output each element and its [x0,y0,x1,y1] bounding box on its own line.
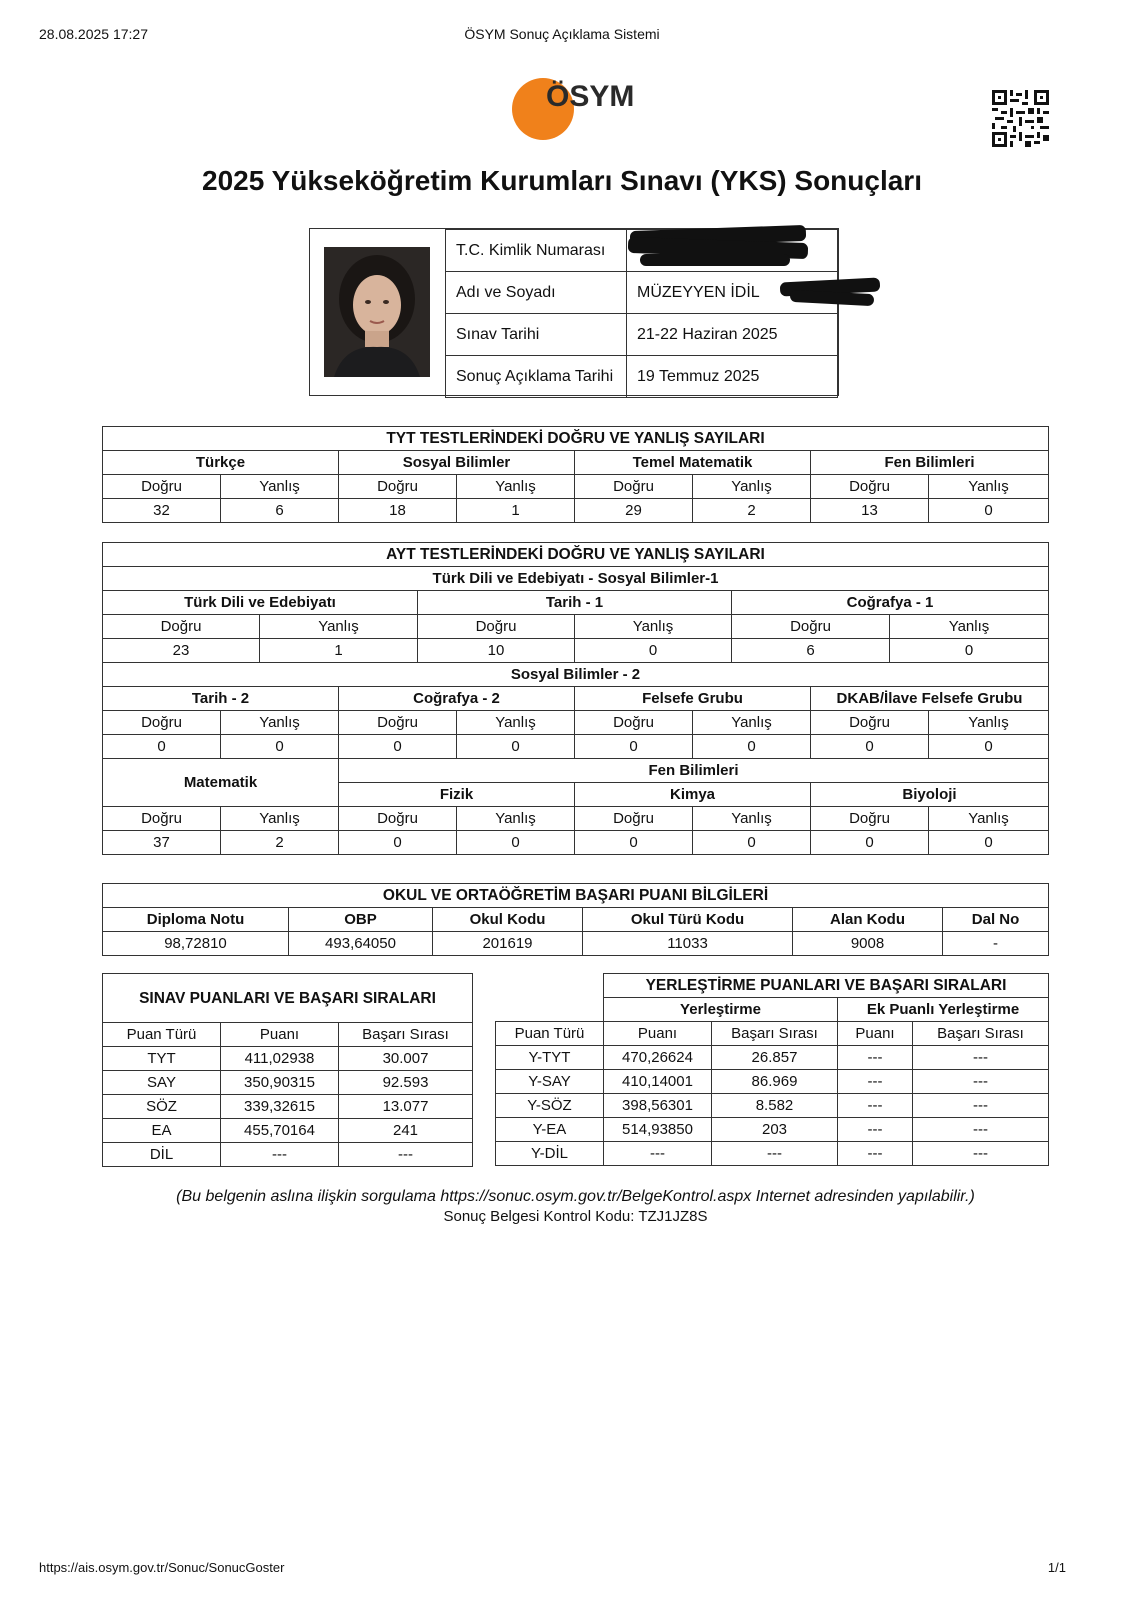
score-header: Puan Türü [496,1022,604,1046]
correct-label: Doğru [575,711,693,735]
ayt-title: AYT TESTLERİNDEKİ DOĞRU VE YANLIŞ SAYILARI [103,543,1049,567]
score-value: 398,56301 [604,1094,712,1118]
score-value: --- [604,1142,712,1166]
table-row [496,1118,1049,1142]
exam-scores-title: SINAV PUANLARI VE BAŞARI SIRALARI [103,974,473,1023]
rank-value: 13.077 [339,1095,473,1119]
score-header: Puanı [221,1023,339,1047]
correct-label: Doğru [811,475,929,499]
portrait-image [324,247,430,377]
control-code: Sonuç Belgesi Kontrol Kodu: TZJ1JZ8S [443,1208,708,1225]
extra-score-value: --- [838,1094,913,1118]
print-footer-url: https://ais.osym.gov.tr/Sonuc/SonucGoster [39,1560,285,1575]
correct-value: 0 [575,831,693,855]
school-value: 98,72810 [103,932,289,956]
school-header: Diploma Notu [103,908,289,932]
wrong-value: 1 [260,639,418,663]
rank-value: --- [712,1142,838,1166]
placement-sub: Ek Puanlı Yerleştirme [838,998,1049,1022]
ayt-subject-name: Coğrafya - 1 [732,591,1049,615]
placement-sub: Yerleştirme [604,998,838,1022]
verification-note: (Bu belgenin aslına ilişkin sorgulama https://sonuc.osym.gov.tr/BelgeKontrol.aspx Internet adresinden yapılabilir.) [176,1188,975,1205]
osym-logo [512,78,642,142]
score-value: 411,02938 [221,1047,339,1071]
score-type: Y-SAY [496,1070,604,1094]
logo-text: ÖSYM [546,80,635,113]
score-header: Puanı [838,1022,913,1046]
redaction-mark [640,254,790,266]
wrong-value: 0 [929,735,1049,759]
wrong-value: 0 [693,735,811,759]
score-value: 455,70164 [221,1119,339,1143]
correct-value: 0 [103,735,221,759]
tyt-subject-name: Temel Matematik [575,451,811,475]
wrong-value: 0 [457,735,575,759]
empty-corner [496,974,604,1022]
score-type: TYT [103,1047,221,1071]
tyt-subject-name: Sosyal Bilimler [339,451,575,475]
wrong-label: Yanlış [457,711,575,735]
table-row [496,1094,1049,1118]
score-type: SAY [103,1071,221,1095]
tyt-table [102,426,1049,523]
school-value: 11033 [583,932,793,956]
correct-label: Doğru [339,807,457,831]
correct-label: Doğru [339,711,457,735]
wrong-label: Yanlış [929,475,1049,499]
school-value: 201619 [433,932,583,956]
rank-value: 26.857 [712,1046,838,1070]
score-type: Y-DİL [496,1142,604,1166]
correct-label: Doğru [811,711,929,735]
wrong-value: 0 [890,639,1049,663]
score-type: Y-TYT [496,1046,604,1070]
table-row [103,1143,473,1167]
table-row [103,1095,473,1119]
wrong-label: Yanlış [221,475,339,499]
ayt-subject-name: Kimya [575,783,811,807]
wrong-label: Yanlış [260,615,418,639]
score-value: 350,90315 [221,1071,339,1095]
ayt-subject-name: Fizik [339,783,575,807]
score-value: --- [221,1143,339,1167]
school-header: Okul Türü Kodu [583,908,793,932]
correct-value: 23 [103,639,260,663]
correct-value: 0 [575,735,693,759]
candidate-photo [324,247,430,377]
rank-value: 30.007 [339,1047,473,1071]
tyt-subject-name: Türkçe [103,451,339,475]
correct-value: 0 [811,735,929,759]
correct-label: Doğru [103,615,260,639]
table-row [103,1047,473,1071]
extra-score-value: --- [838,1046,913,1070]
wrong-value: 0 [693,831,811,855]
exam-date-label: Sınav Tarihi [446,314,627,356]
exam-date-value: 21-22 Haziran 2025 [627,314,838,356]
ayt-subject-name: Türk Dili ve Edebiyatı [103,591,418,615]
wrong-label: Yanlış [693,711,811,735]
correct-value: 6 [732,639,890,663]
wrong-label: Yanlış [693,475,811,499]
page-title: 2025 Yükseköğretim Kurumları Sınavı (YKS) Sonuçları [202,165,922,196]
ayt-subject-name: Tarih - 2 [103,687,339,711]
extra-rank-value: --- [913,1118,1049,1142]
correct-value: 29 [575,499,693,523]
exam-scores-table [102,973,473,1167]
wrong-label: Yanlış [221,711,339,735]
wrong-label: Yanlış [929,807,1049,831]
result-date-value: 19 Temmuz 2025 [627,356,838,398]
school-value: 9008 [793,932,943,956]
ayt-subject-name: Tarih - 1 [418,591,732,615]
result-date-row [446,356,838,398]
score-type: EA [103,1119,221,1143]
qr-code-icon [992,90,1049,147]
table-row [496,1142,1049,1166]
correct-value: 18 [339,499,457,523]
correct-value: 0 [339,735,457,759]
tyt-title: TYT TESTLERİNDEKİ DOĞRU VE YANLIŞ SAYILARI [103,427,1049,451]
correct-value: 0 [339,831,457,855]
extra-score-value: --- [838,1118,913,1142]
wrong-value: 2 [693,499,811,523]
correct-label: Doğru [339,475,457,499]
print-page-title: ÖSYM Sonuç Açıklama Sistemi [464,26,660,42]
ayt-science-title: Fen Bilimleri [339,759,1049,783]
correct-label: Doğru [811,807,929,831]
score-type: Y-SÖZ [496,1094,604,1118]
score-value: 410,14001 [604,1070,712,1094]
school-header: OBP [289,908,433,932]
correct-label: Doğru [418,615,575,639]
score-header: Başarı Sırası [913,1022,1049,1046]
correct-label: Doğru [103,807,221,831]
placement-scores-table [495,973,1049,1166]
wrong-value: 0 [221,735,339,759]
extra-rank-value: --- [913,1046,1049,1070]
school-header: Dal No [943,908,1049,932]
exam-date-row [446,314,838,356]
ayt-group2-title: Sosyal Bilimler - 2 [103,663,1049,687]
name-value: MÜZEYYEN İDİL [627,272,838,314]
rank-value: --- [339,1143,473,1167]
correct-label: Doğru [575,475,693,499]
wrong-value: 0 [457,831,575,855]
name-row [446,272,838,314]
placement-scores-title: YERLEŞTİRME PUANLARI VE BAŞARI SIRALARI [604,974,1049,998]
school-value: - [943,932,1049,956]
extra-rank-value: --- [913,1142,1049,1166]
ayt-subject-name: Felsefe Grubu [575,687,811,711]
wrong-label: Yanlış [929,711,1049,735]
school-info-table [102,883,1049,956]
print-datetime: 28.08.2025 17:27 [39,26,148,42]
print-page-number: 1/1 [1047,1560,1066,1575]
score-header: Başarı Sırası [339,1023,473,1047]
score-value: 514,93850 [604,1118,712,1142]
tc-label: T.C. Kimlik Numarası [446,230,627,272]
wrong-value: 0 [929,499,1049,523]
rank-value: 241 [339,1119,473,1143]
wrong-value: 6 [221,499,339,523]
score-header: Başarı Sırası [712,1022,838,1046]
wrong-label: Yanlış [457,475,575,499]
wrong-value: 0 [575,639,732,663]
ayt-subject-name: DKAB/İlave Felsefe Grubu [811,687,1049,711]
correct-label: Doğru [103,475,221,499]
correct-label: Doğru [103,711,221,735]
table-row [496,1070,1049,1094]
rank-value: 86.969 [712,1070,838,1094]
wrong-value: 1 [457,499,575,523]
correct-label: Doğru [732,615,890,639]
name-label: Adı ve Soyadı [446,272,627,314]
rank-value: 203 [712,1118,838,1142]
score-header: Puan Türü [103,1023,221,1047]
correct-value: 10 [418,639,575,663]
wrong-value: 0 [929,831,1049,855]
wrong-label: Yanlış [575,615,732,639]
wrong-label: Yanlış [221,807,339,831]
score-type: SÖZ [103,1095,221,1119]
school-value: 493,64050 [289,932,433,956]
correct-value: 0 [811,831,929,855]
table-row [103,1071,473,1095]
extra-rank-value: --- [913,1070,1049,1094]
table-row [103,1119,473,1143]
extra-score-value: --- [838,1070,913,1094]
school-header: Okul Kodu [433,908,583,932]
score-header: Puanı [604,1022,712,1046]
school-header: Alan Kodu [793,908,943,932]
extra-score-value: --- [838,1142,913,1166]
score-type: Y-EA [496,1118,604,1142]
correct-value: 13 [811,499,929,523]
ayt-math-name: Matematik [103,759,339,807]
ayt-subject-name: Coğrafya - 2 [339,687,575,711]
table-row [496,1046,1049,1070]
school-title: OKUL VE ORTAÖĞRETİM BAŞARI PUANI BİLGİLERİ [103,884,1049,908]
wrong-label: Yanlış [457,807,575,831]
correct-value: 32 [103,499,221,523]
correct-value: 37 [103,831,221,855]
wrong-label: Yanlış [693,807,811,831]
result-date-label: Sonuç Açıklama Tarihi [446,356,627,398]
ayt-group1-title: Türk Dili ve Edebiyatı - Sosyal Bilimler-1 [103,567,1049,591]
ayt-subject-name: Biyoloji [811,783,1049,807]
tyt-subject-name: Fen Bilimleri [811,451,1049,475]
score-value: 470,26624 [604,1046,712,1070]
extra-rank-value: --- [913,1094,1049,1118]
ayt-table [102,542,1049,855]
wrong-value: 2 [221,831,339,855]
rank-value: 92.593 [339,1071,473,1095]
rank-value: 8.582 [712,1094,838,1118]
score-type: DİL [103,1143,221,1167]
wrong-label: Yanlış [890,615,1049,639]
correct-label: Doğru [575,807,693,831]
score-value: 339,32615 [221,1095,339,1119]
